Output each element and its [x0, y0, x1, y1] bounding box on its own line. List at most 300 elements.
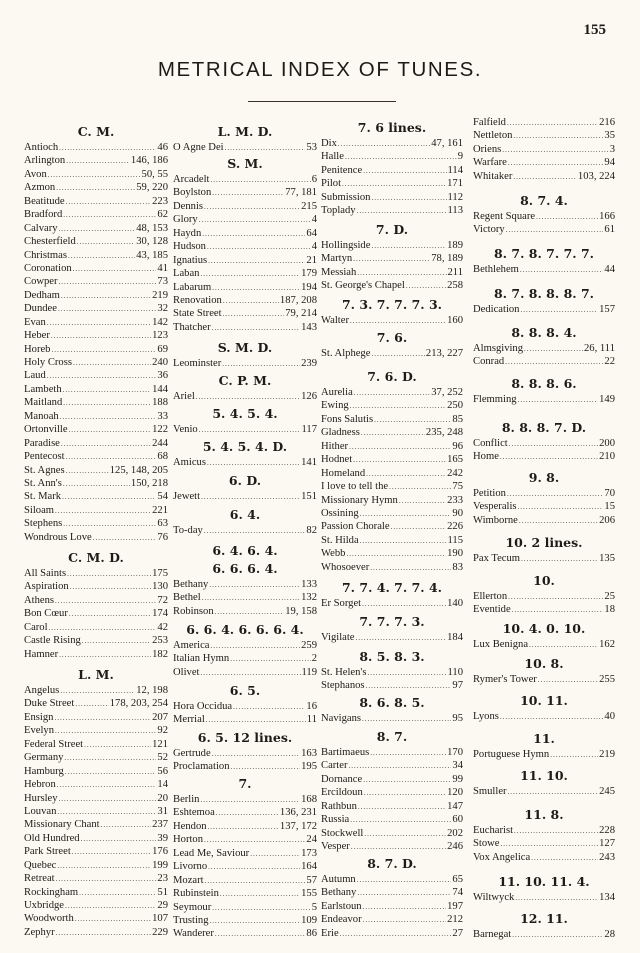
dot-leader [212, 187, 284, 199]
tune-name: Merrial [173, 714, 205, 726]
page-reference: 211 [447, 266, 463, 278]
page-reference: 243 [599, 851, 615, 863]
tune-entry [173, 173, 317, 186]
tune-entry [473, 837, 615, 850]
dot-leader [356, 632, 447, 644]
tune-name: Cowper [24, 276, 58, 288]
tune-name: Carol [24, 621, 48, 633]
dot-leader [67, 568, 151, 580]
page-reference: 237 [152, 819, 168, 831]
dot-leader [204, 201, 300, 213]
dot-leader [58, 303, 156, 315]
dot-leader [212, 902, 310, 914]
dot-leader [55, 595, 156, 607]
page-reference: 85 [452, 413, 463, 425]
dot-leader [353, 454, 446, 466]
tune-name: St. Hilda [321, 534, 359, 546]
tune-entry [473, 156, 615, 169]
tune-entry [173, 141, 317, 154]
tune-entry [24, 805, 168, 818]
tune-name: Flemming [473, 394, 517, 405]
tune-list [473, 437, 615, 464]
meter-section [321, 648, 463, 693]
page-reference: 94 [604, 157, 615, 169]
tune-name: Hamburg [24, 765, 64, 777]
tune-entry [321, 191, 463, 204]
page-reference: 35 [604, 130, 615, 142]
dot-leader [223, 295, 279, 307]
tune-name: Angelus [24, 685, 60, 696]
meter-section [173, 472, 317, 503]
tune-name: Er Sorget [321, 598, 362, 609]
tune-list [473, 785, 615, 798]
tune-name: Hendon [173, 820, 207, 832]
tune-entry [473, 450, 615, 463]
page-reference: 42 [157, 621, 168, 633]
tune-list [173, 390, 317, 403]
tune-entry [24, 423, 168, 436]
page-reference: 79, 214 [285, 308, 317, 320]
tune-list [321, 597, 463, 610]
page-reference: 21 [306, 254, 317, 266]
tune-name: Whosoever [321, 561, 370, 573]
page-reference: 2 [311, 653, 317, 665]
tune-list [473, 303, 615, 316]
tune-list [173, 173, 317, 334]
tune-list [24, 141, 168, 544]
dot-leader [509, 438, 598, 450]
tune-entry [321, 494, 463, 507]
page-reference: 76 [157, 531, 168, 543]
meter-section [473, 873, 615, 904]
tune-name: Federal Street [24, 738, 84, 750]
tune-entry [24, 369, 168, 382]
meter-section [173, 372, 317, 403]
tune-entry [473, 891, 615, 904]
dot-leader [73, 357, 151, 369]
meter-section [321, 855, 463, 940]
page-reference: 235, 248 [425, 427, 463, 439]
tune-entry [473, 748, 615, 761]
meter-heading: C. M. D. [68, 550, 124, 565]
meter-heading: 8. 6. 8. 5. [359, 695, 425, 710]
page-reference: 60 [452, 814, 463, 826]
dot-leader [199, 214, 311, 226]
tune-entry [473, 303, 615, 316]
tune-name: Dennis [173, 200, 204, 212]
tune-entry [24, 154, 168, 167]
tune-list [173, 141, 317, 154]
tune-name: Hebron [24, 779, 56, 791]
tune-name: Ariel [173, 391, 195, 402]
dot-leader [199, 424, 301, 436]
tune-name: Wiltwyck [473, 892, 515, 903]
tune-name: Vesperalis [473, 501, 517, 513]
dot-leader [208, 821, 279, 833]
tune-entry [24, 912, 168, 925]
tune-name: Seymour [173, 901, 212, 913]
tune-name: Barnegat [473, 929, 512, 940]
tune-name: Venio [173, 424, 198, 435]
page-reference: 75 [452, 481, 463, 493]
tune-name: Petition [473, 488, 506, 499]
tune-name: Lambeth [24, 383, 62, 395]
tune-name: St. Agnes [24, 464, 65, 476]
tune-entry [473, 638, 615, 651]
tune-name: Toplady [321, 205, 356, 217]
meter-heading: C. M. [77, 124, 115, 139]
page-reference: 96 [452, 440, 463, 452]
dot-leader [49, 622, 157, 634]
dot-leader [84, 739, 151, 751]
tune-name: Jewett [173, 491, 201, 502]
tune-name: Stockwell [321, 827, 364, 839]
tune-name: Almsgiving [473, 343, 524, 354]
page-reference: 53 [306, 142, 317, 153]
tune-name: Victory [473, 224, 505, 236]
tune-entry [321, 534, 463, 547]
meter-heading: 6. 4. 6. 4. [212, 543, 278, 558]
page-reference: 184 [447, 632, 463, 643]
dot-leader [512, 604, 604, 616]
dot-leader [350, 814, 451, 826]
meter-heading: 8. 7. 8. 8. 8. 7. [493, 286, 595, 301]
tune-entry [473, 116, 615, 129]
dot-leader [502, 144, 608, 156]
tune-name: Dix [321, 138, 337, 149]
tune-name: Home [473, 451, 499, 463]
page-reference: 123 [152, 330, 168, 342]
tune-name: Leominster [173, 358, 222, 369]
tune-entry [24, 477, 168, 490]
tune-name: Oriens [473, 143, 502, 155]
page-reference: 51 [157, 886, 168, 898]
tune-entry [24, 648, 168, 661]
tune-list [473, 552, 615, 565]
tune-list [24, 567, 168, 661]
meter-heading: 7. [238, 776, 252, 791]
page-reference: 246 [447, 841, 463, 853]
dot-leader [338, 138, 430, 150]
tune-name: Italian Hymn [173, 653, 230, 665]
dot-leader [202, 592, 300, 604]
tune-entry [24, 738, 168, 751]
page-reference: 99 [452, 773, 463, 785]
dot-leader [508, 591, 603, 603]
tune-entry [24, 684, 168, 697]
tune-entry [24, 437, 168, 450]
page-reference: 202 [447, 827, 463, 839]
dot-leader [233, 701, 305, 713]
dot-leader [346, 548, 446, 560]
tune-list [321, 746, 463, 854]
tune-list [321, 239, 463, 293]
page-reference: 125, 148, 205 [109, 464, 168, 476]
page-reference: 259 [301, 640, 317, 651]
tune-name: Heber [24, 330, 50, 342]
tune-name: Stowe [473, 838, 500, 850]
tune-name: To-day [173, 525, 203, 536]
meter-heading: 10. 2 lines. [505, 535, 583, 550]
tune-name: Walter [321, 315, 349, 326]
page-reference: 253 [152, 635, 168, 647]
tune-entry [24, 356, 168, 369]
tune-list [473, 710, 615, 723]
dot-leader [66, 465, 109, 477]
dot-leader [371, 348, 424, 360]
tune-list [473, 824, 615, 864]
page-reference: 110 [447, 667, 463, 678]
page-reference: 194 [301, 281, 317, 293]
tune-entry [24, 450, 168, 463]
tune-entry [321, 239, 463, 252]
tune-entry [173, 914, 317, 927]
page-reference: 70 [604, 488, 615, 499]
page-reference: 48, 153 [136, 222, 168, 234]
tune-name: Thatcher [173, 321, 211, 333]
dot-leader [225, 142, 306, 154]
tune-list [473, 590, 615, 617]
tune-list [321, 347, 463, 360]
page-reference: 166 [599, 211, 615, 222]
tune-entry [24, 926, 168, 939]
page-reference: 29 [157, 900, 168, 911]
tune-entry [473, 824, 615, 837]
tune-name: Rockingham [24, 886, 79, 898]
dot-leader [531, 852, 598, 864]
tune-entry [321, 597, 463, 610]
meter-section [173, 438, 317, 469]
tune-name: Rathbun [321, 800, 357, 812]
meter-heading: L. M. [78, 667, 114, 682]
dot-leader [57, 806, 156, 818]
tune-entry [24, 235, 168, 248]
dot-leader [507, 488, 603, 500]
page-reference: 173 [301, 847, 317, 859]
page-reference: 135 [599, 553, 615, 564]
dot-leader [353, 253, 430, 265]
dot-leader [72, 846, 151, 858]
meter-section [321, 119, 463, 218]
page-reference: 155 [301, 888, 317, 900]
tune-entry [24, 168, 168, 181]
page-reference: 147 [447, 800, 463, 812]
dot-leader [55, 505, 151, 517]
tune-entry [321, 386, 463, 399]
dot-leader [363, 165, 446, 177]
tune-name: America [173, 640, 210, 651]
dot-leader [79, 887, 156, 899]
dot-leader [59, 142, 156, 154]
tune-entry [24, 249, 168, 262]
dot-leader [220, 888, 300, 900]
tune-entry [473, 710, 615, 723]
page-reference: 78, 189 [431, 253, 463, 265]
meter-heading: 6. 6. 4. 6. 6. 6. 4. [186, 622, 304, 637]
tune-name: Bradford [24, 209, 63, 221]
tune-name: Bon Cœur [24, 608, 68, 620]
tune-name: O Agne Dei [173, 142, 224, 153]
tune-name: State Street [173, 308, 222, 320]
tune-entry [173, 267, 317, 280]
tune-name: Hamner [24, 648, 59, 660]
tune-name: Haydn [173, 227, 202, 239]
page-reference: 30, 128 [136, 236, 168, 248]
tune-entry [173, 820, 317, 833]
meter-section [321, 728, 463, 854]
dot-leader [69, 608, 151, 620]
dot-leader [81, 833, 157, 845]
tune-entry [473, 673, 615, 686]
page-reference: 109 [301, 914, 317, 926]
tune-entry [173, 321, 317, 334]
tune-entry [173, 793, 317, 806]
meter-heading: 9. 8. [528, 470, 560, 485]
tune-entry [321, 426, 463, 439]
page-reference: 31 [157, 805, 168, 817]
page-reference: 4 [311, 214, 317, 226]
dot-leader [521, 553, 598, 565]
page-reference: 245 [599, 786, 615, 797]
dot-leader [208, 861, 300, 873]
page-reference: 92 [157, 725, 168, 737]
page-reference: 113 [447, 205, 463, 217]
meter-heading: 8. 7. D. [367, 856, 417, 871]
page-reference: 219 [152, 289, 168, 301]
tune-entry [24, 859, 168, 872]
tune-name: Eshtemoa [173, 807, 215, 819]
tune-list [321, 631, 463, 644]
meter-heading: S. M. [227, 156, 263, 171]
tune-name: Pentecost [24, 451, 65, 463]
page-reference: 140 [447, 598, 463, 609]
dot-leader [70, 581, 151, 593]
page-reference: 171 [447, 178, 463, 190]
dot-leader [201, 491, 300, 503]
meter-section [173, 775, 317, 941]
tune-list [173, 700, 317, 727]
dot-leader [515, 892, 598, 904]
dot-leader [64, 752, 156, 764]
meter-section [321, 579, 463, 610]
tune-entry [321, 413, 463, 426]
dot-leader [367, 667, 446, 679]
dot-leader [212, 748, 300, 760]
dot-leader [66, 451, 157, 463]
tune-list [173, 524, 317, 537]
tune-entry [173, 874, 317, 887]
tune-entry [473, 785, 615, 798]
dot-leader [56, 927, 152, 939]
page-reference: 228 [599, 825, 615, 836]
tune-name: Dornance [321, 773, 363, 785]
page-number: 155 [583, 22, 606, 38]
dot-leader [223, 308, 285, 320]
tune-entry [24, 275, 168, 288]
meter-section [321, 694, 463, 725]
dot-leader [358, 801, 446, 813]
dot-leader [364, 828, 446, 840]
tune-entry [473, 851, 615, 864]
dot-leader [212, 322, 300, 334]
tune-name: Hursley [24, 792, 58, 804]
tune-name: Hora Occidua [173, 701, 233, 712]
dot-leader [513, 171, 577, 183]
page-reference: 195 [301, 761, 317, 773]
page-reference: 146, 186 [130, 155, 168, 167]
page-reference: 226 [447, 521, 463, 533]
page-reference: 82 [306, 525, 317, 536]
page-reference: 46 [157, 142, 168, 153]
tune-entry [24, 594, 168, 607]
tune-name: Webb [321, 548, 346, 560]
tune-list [173, 490, 317, 503]
dot-leader [514, 825, 598, 837]
tune-entry [24, 621, 168, 634]
tune-name: Berlin [173, 794, 200, 805]
meter-heading: 5. 4. 5. 4. [212, 406, 278, 421]
page-reference: 121 [152, 738, 168, 750]
dot-leader [222, 358, 300, 370]
meter-section [473, 469, 615, 527]
dot-leader [507, 117, 598, 129]
tune-name: Pilot [321, 178, 342, 190]
dot-leader [63, 478, 130, 490]
dot-leader [349, 441, 451, 453]
page-reference: 150, 218 [130, 477, 168, 489]
dot-leader [389, 481, 451, 493]
page-reference: 176 [152, 846, 168, 858]
dot-leader [362, 713, 451, 725]
tune-list [473, 928, 615, 941]
tune-name: Hudson [173, 241, 206, 253]
tune-name: Calvary [24, 222, 58, 234]
tune-entry [321, 800, 463, 813]
tune-name: Endeavor [321, 914, 362, 926]
meter-heading: 11. 10. [520, 768, 568, 783]
meter-section [24, 549, 168, 661]
tune-name: Smuller [473, 786, 507, 797]
tune-entry [24, 464, 168, 477]
page-reference: 179 [301, 268, 317, 280]
dot-leader [518, 394, 599, 406]
page-reference: 43, 185 [136, 249, 168, 261]
page-reference: 74 [452, 887, 463, 899]
tune-entry [321, 347, 463, 360]
tune-entry [321, 547, 463, 560]
tune-entry [24, 289, 168, 302]
tune-entry [173, 747, 317, 760]
tune-entry [173, 240, 317, 253]
dot-leader [506, 224, 604, 236]
tune-name: Laud [24, 370, 46, 382]
page-reference: 219 [599, 749, 615, 760]
dot-leader [406, 280, 446, 292]
page-reference: 197 [447, 900, 463, 912]
dot-leader [62, 491, 156, 503]
tune-name: Laban [173, 268, 200, 280]
tune-entry [24, 724, 168, 737]
meter-section [321, 296, 463, 327]
meter-heading: 11. 10. 11. 4. [498, 874, 590, 889]
tune-entry [24, 567, 168, 580]
tune-entry [321, 666, 463, 679]
dot-leader [209, 579, 300, 591]
page-title: METRICAL INDEX OF TUNES. [157, 58, 483, 81]
dot-leader [366, 680, 452, 692]
page-reference: 54 [157, 491, 168, 503]
tune-name: Gertrude [173, 748, 211, 759]
